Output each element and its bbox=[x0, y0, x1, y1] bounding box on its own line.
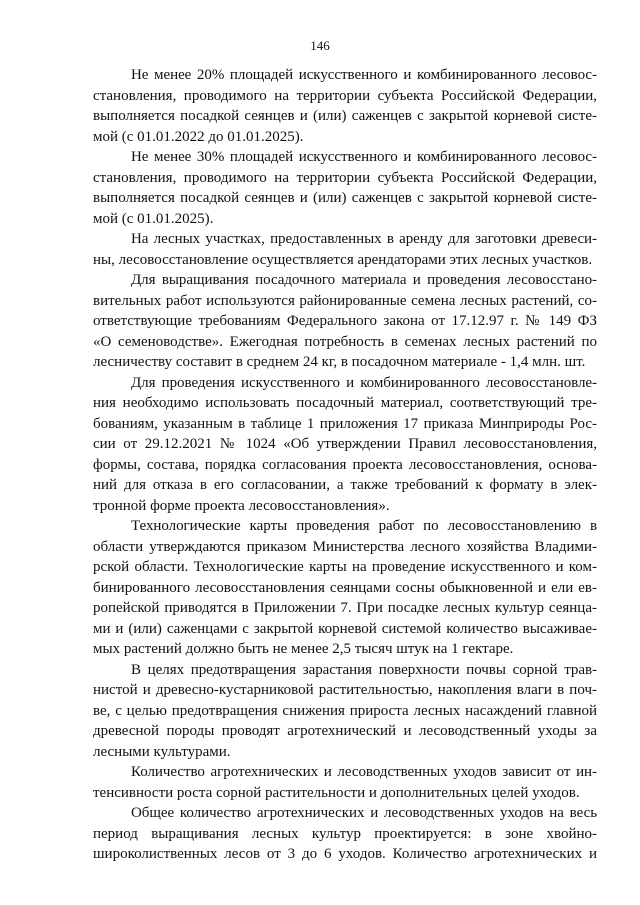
text-line: области утверждаются приказом Министерства лесного хозяйства Владими- bbox=[93, 538, 597, 555]
text-line: Для выращивания посадочного материала и проведения лесовосстано- bbox=[131, 272, 597, 288]
text-line: ний для отказа в его согласовании, а также требований к формату в элек- bbox=[93, 477, 597, 493]
text-line: Не менее 30% площадей искусственного и комбинированного лесовос- bbox=[131, 149, 597, 165]
text-line: Технологические карты проведения работ по лесовосстановлению в bbox=[131, 518, 597, 534]
text-line: период выращивания лесных культур проектируется: в зоне хвойно- bbox=[93, 825, 597, 842]
text-line: мой (с 01.01.2022 до 01.01.2025). bbox=[93, 128, 304, 145]
text-line: выполняется посадкой сеянцев и (или) саженцев с закрытой корневой систе- bbox=[93, 108, 597, 124]
page-number: 146 bbox=[310, 38, 330, 53]
paragraph bbox=[93, 373, 597, 517]
text-line: нистой и древесно-кустарниковой растительностью, накопления влаги в поч- bbox=[93, 682, 597, 698]
text-line: формы, состава, порядка согласования проекта лесовосстановления, основа- bbox=[93, 456, 597, 473]
paragraph bbox=[93, 270, 597, 373]
text-line: тенсивности роста сорной растительности и дополнительных целей уходов. bbox=[93, 784, 580, 801]
text-line: ны, лесовосстановление осуществляется арендаторами этих лесных участков. bbox=[93, 251, 593, 268]
paragraph bbox=[93, 803, 597, 865]
text-line: мой (с 01.01.2025). bbox=[93, 210, 214, 227]
paragraph bbox=[93, 516, 597, 660]
paragraph bbox=[93, 660, 597, 763]
text-line: становления, проводимого на территории субъекта Российской Федерации, bbox=[93, 87, 597, 104]
text-line: В целях предотвращения зарастания поверхности почвы сорной трав- bbox=[131, 661, 597, 678]
paragraph bbox=[93, 147, 597, 229]
text-line: «О семеноводстве». Ежегодная потребность в семенах лесных растений по bbox=[93, 333, 597, 350]
text-line: ответствующие требованиям Федерального закона от 17.12.97 г. № 149 ФЗ bbox=[93, 313, 597, 329]
text-line: ве, с целью предотвращения снижения прироста лесных насаждений главной bbox=[93, 702, 597, 719]
body-text bbox=[93, 65, 597, 865]
text-line: мых растений должно быть не менее 2,5 тысяч штук на 1 гектаре. bbox=[93, 641, 514, 657]
text-line: На лесных участках, предоставленных в аренду для заготовки древеси- bbox=[131, 231, 597, 247]
text-line: лесничеству составит в среднем 24 кг, в посадочном материале - 1,4 млн. шт. bbox=[93, 354, 586, 370]
text-line: бованиям, указанным в таблице 1 приложения 17 приказа Минприроды Рос- bbox=[93, 415, 597, 432]
text-line: сии от 29.12.2021 № 1024 «Об утверждении Правил лесовосстановления, bbox=[93, 436, 597, 452]
text-line: широколиственных лесов от 3 до 6 уходов. Количество агротехнических и bbox=[93, 846, 597, 862]
paragraph bbox=[93, 229, 597, 270]
text-line: рской области. Технологические карты на проведение искусственного и ком- bbox=[93, 559, 597, 575]
text-line: ми и (или) саженцами с закрытой корневой системой количество высаживае- bbox=[93, 620, 597, 637]
text-line: древесной породы проводят агротехнический и лесоводственный уходы за bbox=[93, 723, 597, 739]
text-line: Общее количество агротехнических и лесоводственных уходов на весь bbox=[131, 805, 597, 821]
text-line: становления, проводимого на территории субъекта Российской Федерации, bbox=[93, 169, 597, 186]
text-line: бинированного лесовосстановления сеянцами сосны обыкновенной и ели ев- bbox=[93, 579, 597, 596]
paragraph bbox=[93, 65, 597, 147]
text-line: ния необходимо использовать посадочный материал, соответствующий тре- bbox=[93, 395, 597, 411]
text-line: Для проведения искусственного и комбинированного лесовосстановле- bbox=[131, 374, 597, 391]
text-line: вительных работ используются районированные семена лесных растений, со- bbox=[93, 292, 597, 309]
text-line: лесными культурами. bbox=[93, 743, 231, 760]
text-line: Количество агротехнических и лесоводственных уходов зависит от ин- bbox=[131, 764, 597, 780]
text-line: Не менее 20% площадей искусственного и комбинированного лесовос- bbox=[131, 67, 597, 83]
text-line: выполняется посадкой сеянцев и (или) саженцев с закрытой корневой систе- bbox=[93, 190, 597, 206]
text-line: ропейской приводятся в Приложении 7. При посадке лесных культур сеянца- bbox=[93, 600, 597, 616]
text-line: тронной форме проекта лесовосстановления». bbox=[93, 497, 390, 514]
paragraph bbox=[93, 762, 597, 803]
